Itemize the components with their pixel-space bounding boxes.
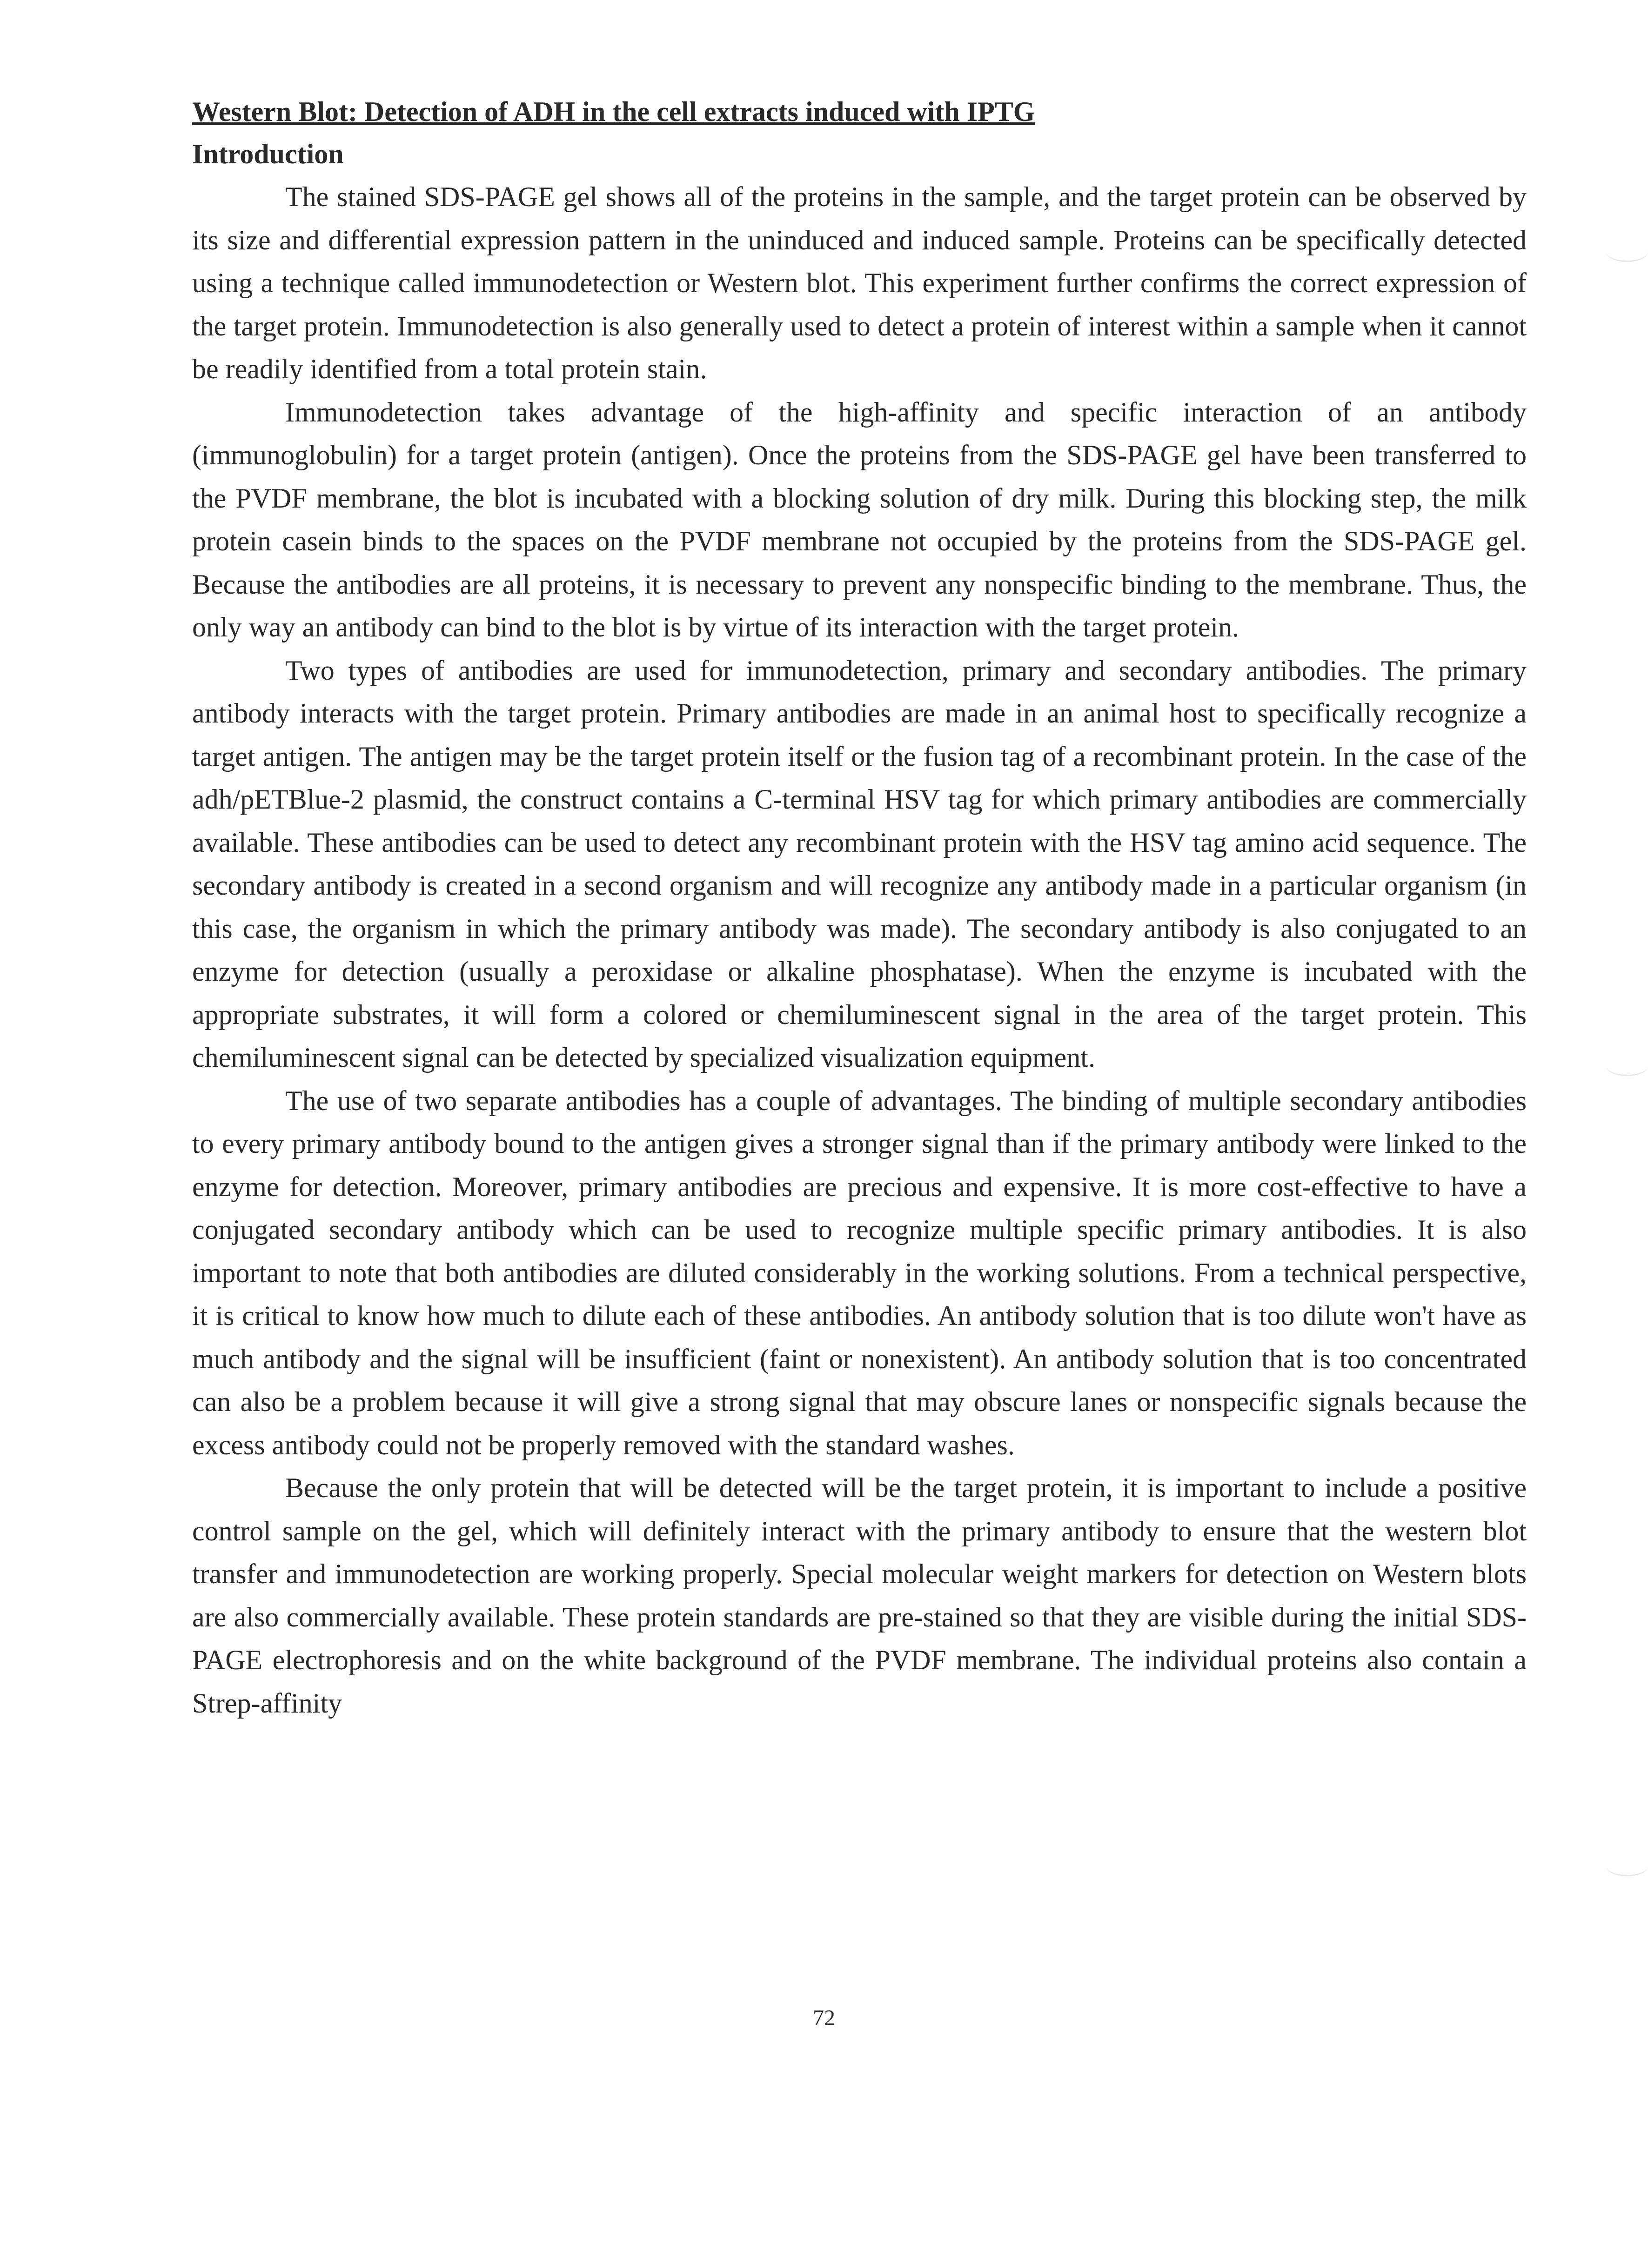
section-heading: Introduction bbox=[192, 139, 344, 169]
paragraph-3: Two types of antibodies are used for immunodetection, primary and secondary antibodies. The primary antibody interacts with the target protein. Primary antibodies are made in an animal host to specifically recognize a target antigen. The antigen may be the target protein itself or the fusion tag of a recombinant protein. In the case of the adh/pETBlue-2 plasmid, the construct contains a C-terminal HSV tag for which primary antibodies are commercially available. These antibodies can be used to detect any recombinant protein with the HSV tag amino acid sequence. The secondary antibody is created in a second organism and will recognize any antibody made in a particular organism (in this case, the organism in which the primary antibody was made). The secondary antibody is also conjugated to an enzyme for detection (usually a peroxidase or alkaline phosphatase). When the enzyme is incubated with the appropriate substrates, it will form a colored or chemiluminescent signal in the area of the target protein. This chemiluminescent signal can be detected by specialized visualization equipment. bbox=[192, 655, 1527, 1073]
page-number: 72 bbox=[813, 2006, 835, 2030]
scan-artifact bbox=[1606, 1856, 1648, 1876]
paragraph-5: Because the only protein that will be detected will be the target protein, it is important to include a positive control sample on the gel, which will definitely interact with the primary antibody to ensure that the western blot transfer and immunodetection are working properly. Special molecular weight markers for detection on Western blots are also commercially available. These protein standards are pre-stained so that they are visible during the initial SDS-PAGE electrophoresis and on the white background of the PVDF membrane. The individual proteins also contain a Strep-affinity bbox=[192, 1472, 1527, 1719]
paragraph-1: The stained SDS-PAGE gel shows all of the proteins in the sample, and the target protein can be observed by its size and differential expression pattern in the uninduced and induced sample. Proteins can be specifically detected using a technique called immunodetection or Western blot. This experiment further confirms the correct expression of the target protein. Immunodetection is also generally used to detect a protein of interest within a sample when it cannot be readily identified from a total protein stain. bbox=[192, 181, 1527, 384]
paragraph-4: The use of two separate antibodies has a couple of advantages. The binding of multiple secondary antibodies to every primary antibody bound to the antigen gives a stronger signal than if the primary antibody were linked to the enzyme for detection. Moreover, primary antibodies are precious and expensive. It is more cost-effective to have a conjugated secondary antibody which can be used to recognize multiple specific primary antibodies. It is also important to note that both antibodies are diluted considerably in the working solutions. From a technical perspective, it is critical to know how much to dilute each of these antibodies. An antibody solution that is too dilute won't have as much antibody and the signal will be insufficient (faint or nonexistent). An antibody solution that is too concentrated can also be a problem because it will give a strong signal that may obscure lanes or nonspecific signals because the excess antibody could not be properly removed with the standard washes. bbox=[192, 1085, 1527, 1460]
scan-artifact bbox=[1606, 1056, 1648, 1076]
paragraph-2: Immunodetection takes advantage of the high-affinity and specific interaction of an antibody (immunoglobulin) for a target protein (antigen). Once the proteins from the SDS-PAGE gel have been transferred to the PVDF membrane, the blot is incubated with a blocking solution of dry milk. During this blocking step, the milk protein casein binds to the spaces on the PVDF membrane not occupied by the proteins from the SDS-PAGE gel. Because the antibodies are all proteins, it is necessary to prevent any nonspecific binding to the membrane. Thus, the only way an antibody can bind to the blot is by virtue of its interaction with the target protein. bbox=[192, 396, 1527, 642]
document-title: Western Blot: Detection of ADH in the cell extracts induced with IPTG bbox=[192, 96, 1035, 127]
scan-artifact bbox=[1606, 242, 1648, 262]
document-page bbox=[192, 91, 1527, 1725]
